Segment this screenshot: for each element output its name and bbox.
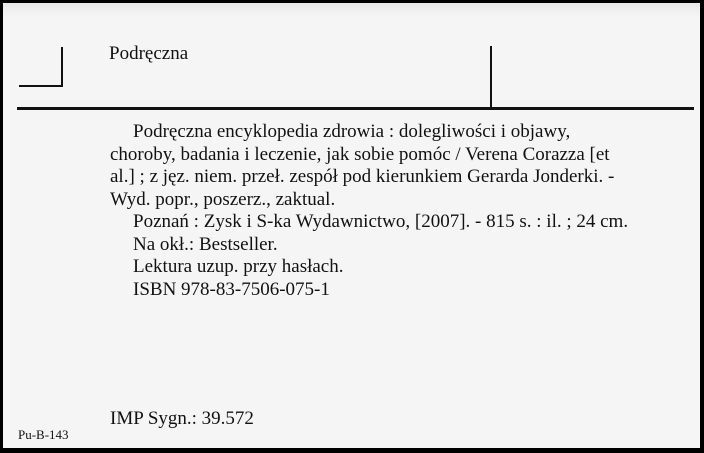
vertical-rule [490, 46, 492, 109]
signature: IMP Sygn.: 39.572 [110, 408, 254, 429]
scan-edge [3, 3, 700, 17]
title-statement: Podręczna encyklopedia zdrowia : dolegliwości i objawy, choroby, badania i leczenie, jak sobie pomóc / Verena Corazza [et al.] ; z jęz. niem. przeł. zespół pod kierunkiem Gerarda Jonderki. - Wyd. popr., poszerz., zaktual. [110, 121, 615, 210]
card-heading: Podręczna [109, 43, 189, 64]
isbn: ISBN 978-83-7506-075-1 [133, 278, 330, 300]
horizontal-rule [17, 107, 694, 110]
note-cover: Na okł.: Bestseller. [133, 233, 278, 255]
corner-mark [19, 47, 63, 87]
call-number: Pu-B-143 [18, 427, 69, 442]
catalog-card [3, 3, 700, 448]
note-reading: Lektura uzup. przy hasłach. [133, 256, 344, 277]
bibliographic-description [110, 121, 630, 301]
publication-statement: Poznań : Zysk i S-ka Wydawnictwo, [2007]. - 815 s. : il. ; 24 cm. [133, 211, 629, 232]
